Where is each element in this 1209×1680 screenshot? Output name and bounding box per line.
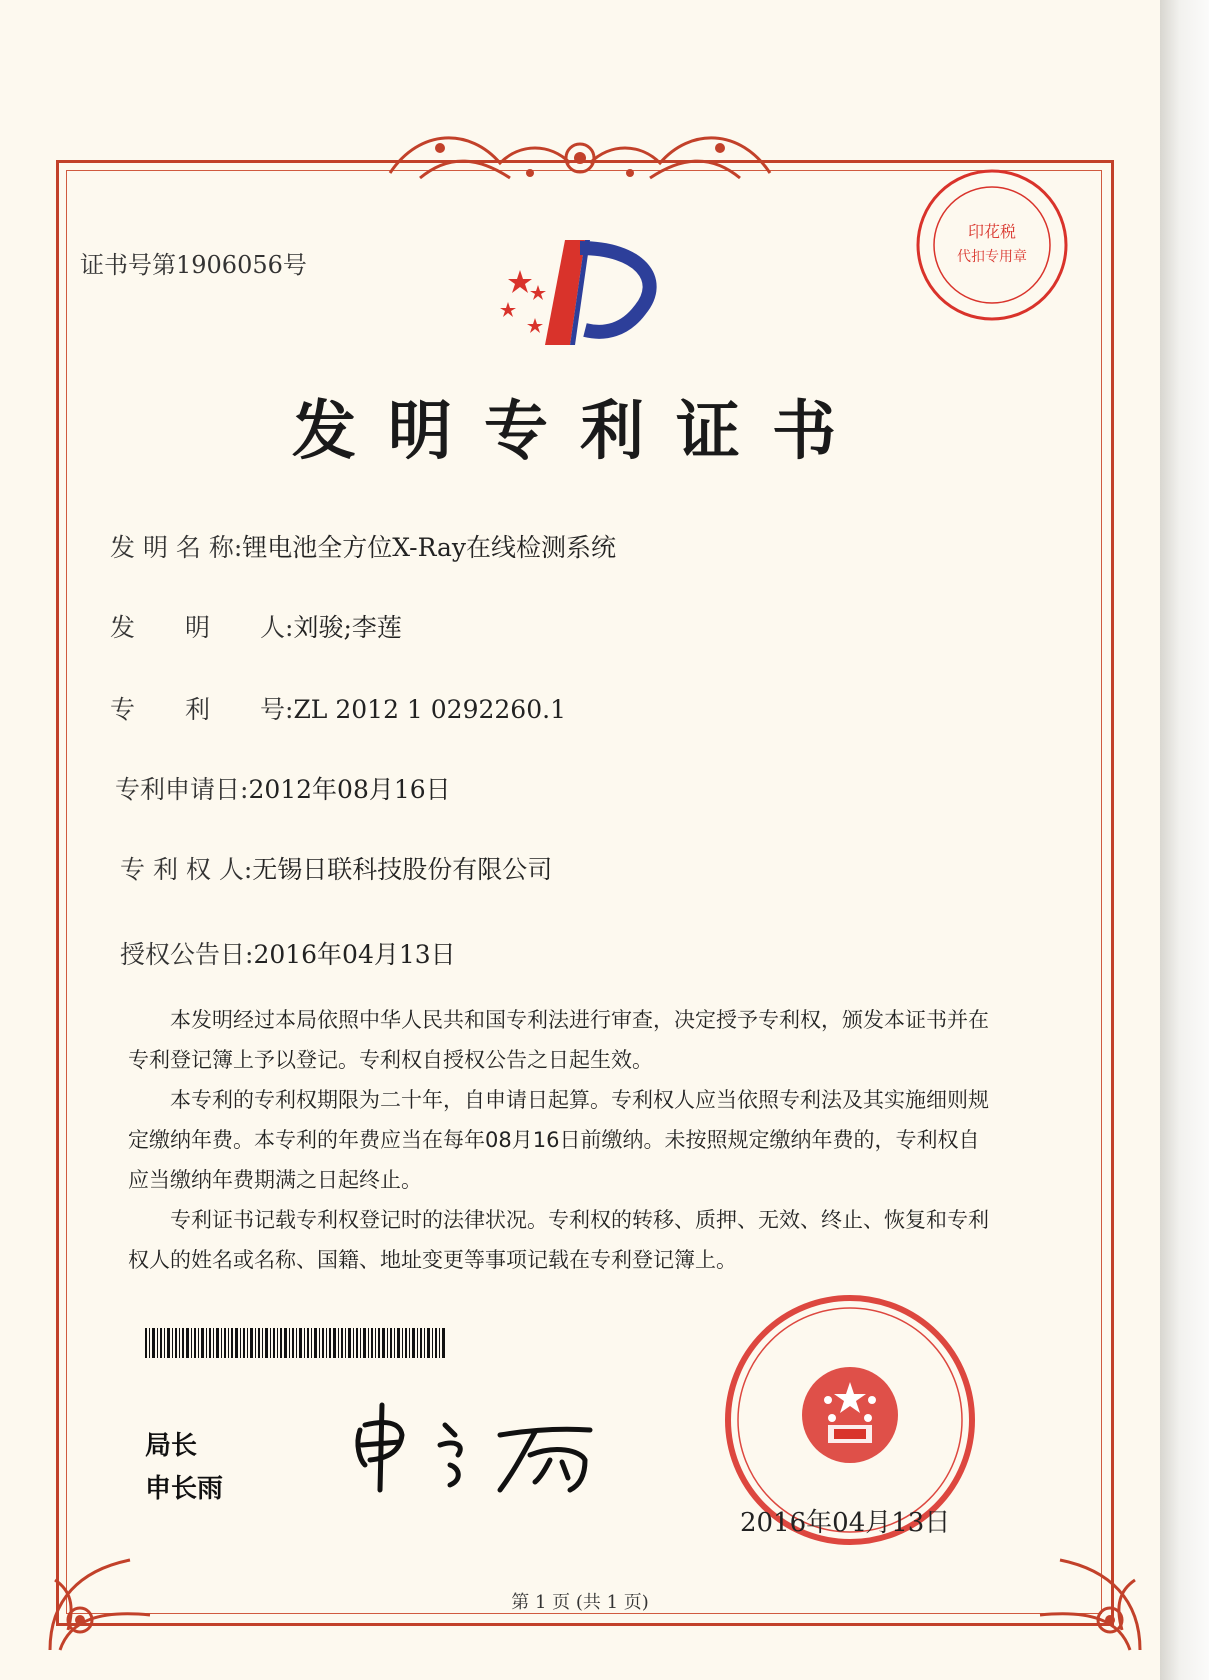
tax-seal-line-2: 代扣专用章 xyxy=(957,249,1027,265)
tax-stamp-seal-icon xyxy=(912,165,1072,325)
field-value: 2016年04月13日 xyxy=(253,940,456,969)
body-paragraph: 本发明经过本局依照中华人民共和国专利法进行审查，决定授予专利权，颁发本证书并在专利登记簿上予以登记。专利权自授权公告之日起生效。 xyxy=(128,1008,989,1072)
field-value: 锂电池全方位X-Ray在线检测系统 xyxy=(242,533,617,562)
body-paragraph: 专利证书记载专利权登记时的法律状况。专利权的转移、质押、无效、终止、恢复和专利权人的姓名或名称、国籍、地址变更等事项记载在专利登记簿上。 xyxy=(128,1208,989,1272)
field-value: ZL 2012 1 0292260.1 xyxy=(293,695,566,724)
field-grant-date xyxy=(120,935,456,971)
field-value: 2012年08月16日 xyxy=(248,775,451,804)
certificate-title: 发明专利证书 xyxy=(292,395,868,469)
scan-right-edge xyxy=(1160,0,1209,1680)
field-label: 发 明 名 称: xyxy=(110,533,243,562)
tax-seal-line-1: 印花税 xyxy=(967,222,1017,241)
field-patentee xyxy=(120,850,552,886)
field-label: 专利申请日: xyxy=(115,775,249,804)
field-label: 授权公告日: xyxy=(120,940,254,969)
field-label: 专 利 号: xyxy=(110,695,294,724)
field-label: 发 明 人: xyxy=(110,613,294,642)
certificate-body xyxy=(128,1000,998,1280)
body-paragraph: 本专利的专利权期限为二十年，自申请日起算。专利权人应当依照专利法及其实施细则规定缴纳年费。本专利的年费应当在每年08月16日前缴纳。未按照规定缴纳年费的，专利权自应当缴纳年费期满之日起终止。 xyxy=(128,1088,989,1192)
field-patent-number xyxy=(110,690,566,726)
field-label: 专 利 权 人: xyxy=(120,855,253,884)
field-value: 无锡日联科技股份有限公司 xyxy=(252,855,553,884)
seal-date: 2016年04月13日 xyxy=(740,1508,951,1538)
signer-title: 局长 xyxy=(145,1431,198,1461)
top-ornament-icon xyxy=(380,118,780,198)
field-value: 刘骏;李莲 xyxy=(293,613,402,642)
field-inventors xyxy=(110,608,402,644)
field-filing-date xyxy=(115,770,451,806)
signer-name: 申长雨 xyxy=(145,1474,224,1504)
patent-office-logo-icon xyxy=(490,230,670,380)
handwritten-signature-icon xyxy=(340,1390,620,1500)
page-number: 第 1 页 (共 1 页) xyxy=(511,1592,649,1613)
certificate-number: 证书号第1906056号 xyxy=(80,251,307,279)
barcode-icon xyxy=(145,1328,445,1358)
field-invention-name xyxy=(110,528,616,564)
